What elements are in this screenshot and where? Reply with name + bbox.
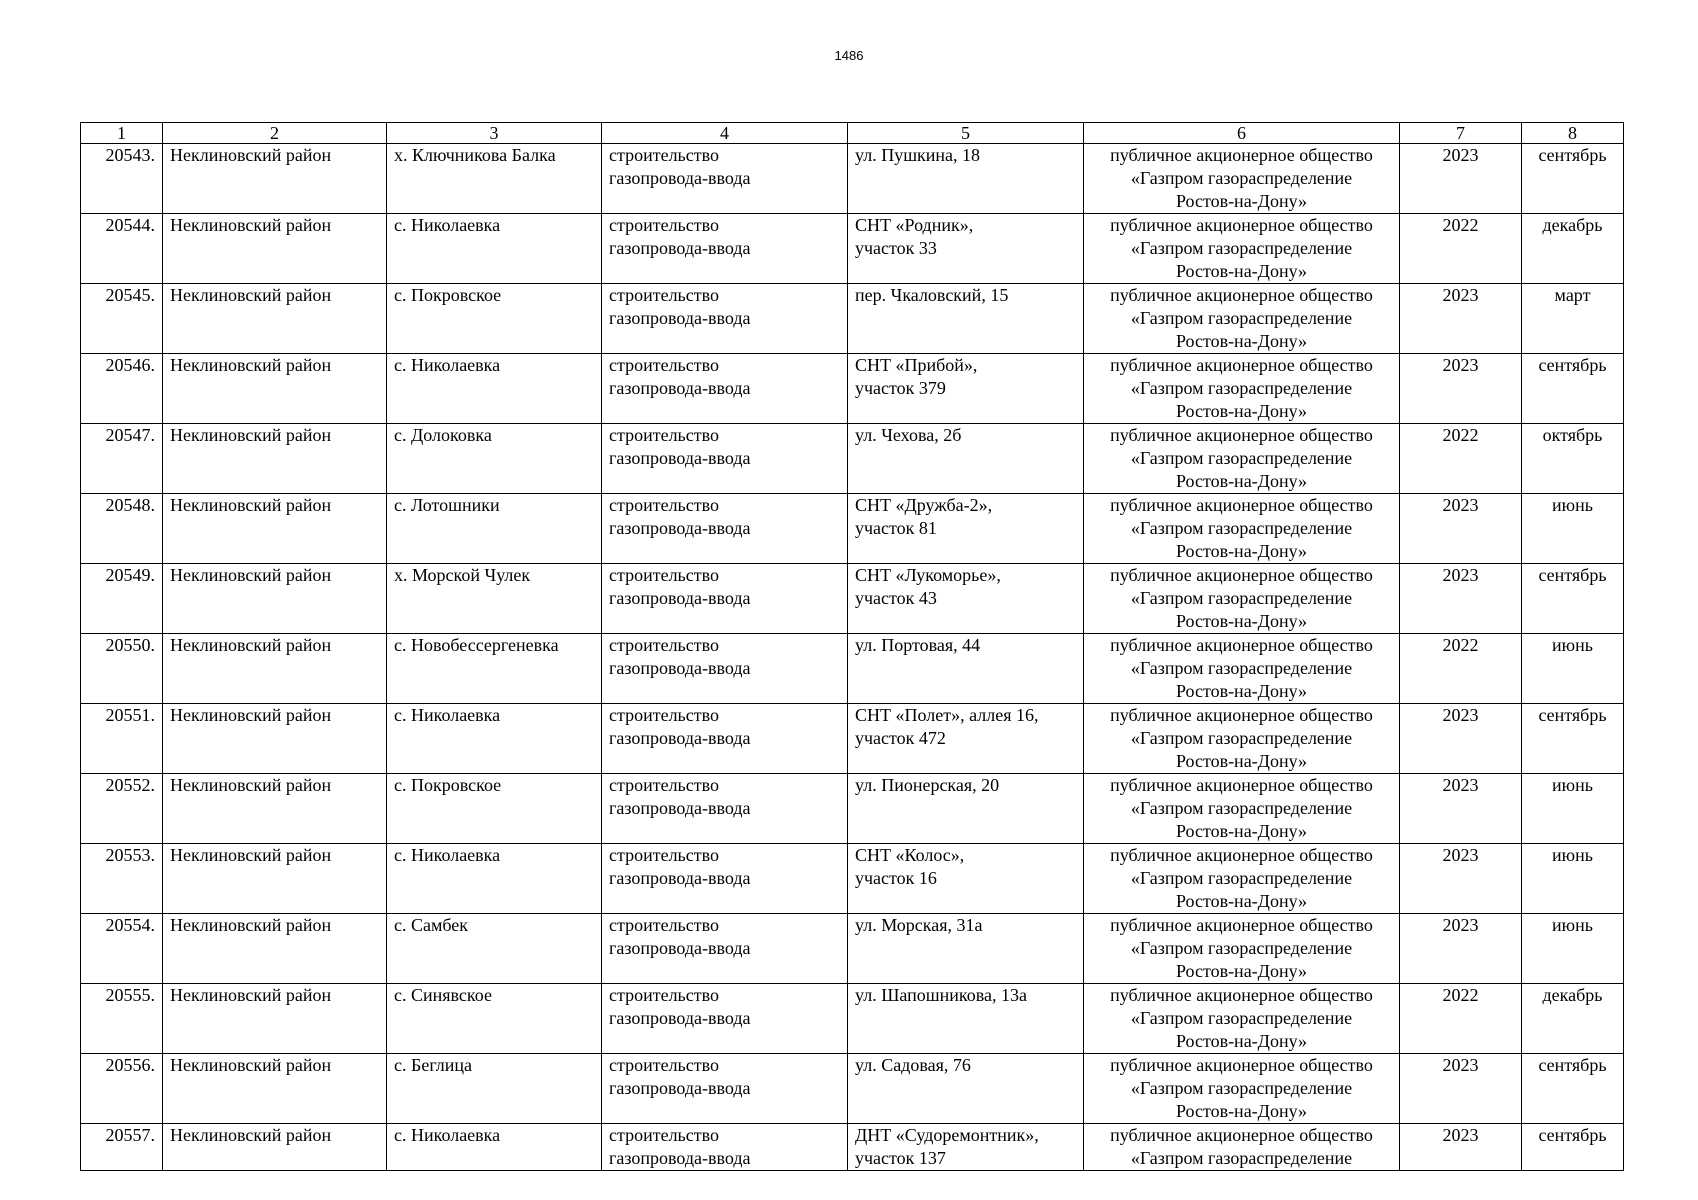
- column-number: 1: [81, 123, 163, 144]
- row-number-cell: 20543.: [81, 144, 163, 214]
- address-line: СНТ «Колос»,: [855, 845, 965, 865]
- address-line: участок 33: [855, 238, 937, 258]
- work-type-cell: [602, 1054, 848, 1124]
- table-row: [81, 354, 1624, 424]
- month-cell: июнь: [1522, 844, 1624, 914]
- table-row: [81, 1054, 1624, 1124]
- table-row: [81, 144, 1624, 214]
- year-cell: 2023: [1400, 914, 1522, 984]
- organization-cell: [1084, 634, 1400, 704]
- organization-cell: [1084, 844, 1400, 914]
- work-type-line: газопровода-ввода: [609, 168, 751, 188]
- work-type-line: строительство: [609, 215, 719, 235]
- month-cell: декабрь: [1522, 984, 1624, 1054]
- year-cell: 2022: [1400, 634, 1522, 704]
- month-cell: сентябрь: [1522, 354, 1624, 424]
- year-cell: 2022: [1400, 984, 1522, 1054]
- year-cell: 2023: [1400, 564, 1522, 634]
- address-cell: [848, 774, 1084, 844]
- district-cell: Неклиновский район: [163, 214, 387, 284]
- address-line: ул. Садовая, 76: [855, 1055, 971, 1075]
- organization-cell: [1084, 354, 1400, 424]
- column-number: 4: [602, 123, 848, 144]
- address-line: ул. Чехова, 2б: [855, 425, 962, 445]
- work-type-line: газопровода-ввода: [609, 798, 751, 818]
- work-type-cell: [602, 704, 848, 774]
- settlement-cell: с. Николаевка: [387, 844, 602, 914]
- organization-line: «Газпром газораспределение: [1130, 868, 1353, 888]
- organization-line: публичное акционерное общество: [1110, 1125, 1373, 1145]
- work-type-line: газопровода-ввода: [609, 1008, 751, 1028]
- organization-line: «Газпром газораспределение: [1130, 658, 1353, 678]
- work-type-line: строительство: [609, 915, 719, 935]
- organization-line: «Газпром газораспределение: [1130, 1148, 1353, 1168]
- table-row: [81, 984, 1624, 1054]
- work-type-cell: [602, 984, 848, 1054]
- organization-cell: [1084, 214, 1400, 284]
- district-cell: Неклиновский район: [163, 984, 387, 1054]
- address-cell: [848, 424, 1084, 494]
- column-number-row: [81, 123, 1624, 144]
- organization-line: Ростов-на-Дону»: [1175, 611, 1308, 631]
- organization-line: «Газпром газораспределение: [1130, 798, 1353, 818]
- work-type-line: газопровода-ввода: [609, 518, 751, 538]
- year-cell: 2023: [1400, 354, 1522, 424]
- row-number-cell: 20544.: [81, 214, 163, 284]
- district-cell: Неклиновский район: [163, 844, 387, 914]
- address-cell: [848, 634, 1084, 704]
- settlement-cell: с. Самбек: [387, 914, 602, 984]
- address-cell: [848, 1054, 1084, 1124]
- address-line: участок 43: [855, 588, 937, 608]
- month-cell: сентябрь: [1522, 1054, 1624, 1124]
- organization-line: Ростов-на-Дону»: [1175, 1101, 1308, 1121]
- organization-line: публичное акционерное общество: [1110, 425, 1373, 445]
- row-number-cell: 20550.: [81, 634, 163, 704]
- address-cell: [848, 214, 1084, 284]
- year-cell: 2023: [1400, 494, 1522, 564]
- address-cell: [848, 354, 1084, 424]
- settlement-cell: с. Николаевка: [387, 704, 602, 774]
- table-row: [81, 564, 1624, 634]
- table-body: [81, 123, 1624, 1171]
- organization-cell: [1084, 984, 1400, 1054]
- month-cell: март: [1522, 284, 1624, 354]
- month-cell: сентябрь: [1522, 564, 1624, 634]
- work-type-line: строительство: [609, 985, 719, 1005]
- organization-cell: [1084, 494, 1400, 564]
- settlement-cell: с. Покровское: [387, 284, 602, 354]
- address-line: пер. Чкаловский, 15: [855, 285, 1009, 305]
- month-cell: июнь: [1522, 774, 1624, 844]
- work-type-line: газопровода-ввода: [609, 308, 751, 328]
- address-cell: [848, 914, 1084, 984]
- work-type-line: строительство: [609, 1055, 719, 1075]
- work-type-line: строительство: [609, 1125, 719, 1145]
- organization-line: публичное акционерное общество: [1110, 215, 1373, 235]
- row-number-cell: 20551.: [81, 704, 163, 774]
- organization-line: Ростов-на-Дону»: [1175, 961, 1308, 981]
- table-row: [81, 214, 1624, 284]
- work-type-cell: [602, 634, 848, 704]
- address-line: ул. Портовая, 44: [855, 635, 981, 655]
- organization-line: Ростов-на-Дону»: [1175, 331, 1308, 351]
- table-row: [81, 494, 1624, 564]
- month-cell: июнь: [1522, 494, 1624, 564]
- address-cell: [848, 704, 1084, 774]
- settlement-cell: х. Ключникова Балка: [387, 144, 602, 214]
- work-type-line: газопровода-ввода: [609, 868, 751, 888]
- organization-line: «Газпром газораспределение: [1130, 448, 1353, 468]
- year-cell: 2023: [1400, 774, 1522, 844]
- organization-line: Ростов-на-Дону»: [1175, 261, 1308, 281]
- work-type-line: газопровода-ввода: [609, 238, 751, 258]
- organization-cell: [1084, 144, 1400, 214]
- district-cell: Неклиновский район: [163, 914, 387, 984]
- row-number-cell: 20548.: [81, 494, 163, 564]
- work-type-cell: [602, 494, 848, 564]
- organization-line: Ростов-на-Дону»: [1175, 191, 1308, 211]
- settlement-cell: с. Беглица: [387, 1054, 602, 1124]
- table-row: [81, 844, 1624, 914]
- district-cell: Неклиновский район: [163, 494, 387, 564]
- organization-line: Ростов-на-Дону»: [1175, 681, 1308, 701]
- organization-cell: [1084, 1124, 1400, 1171]
- work-type-line: строительство: [609, 355, 719, 375]
- address-cell: [848, 284, 1084, 354]
- work-type-line: газопровода-ввода: [609, 1148, 751, 1168]
- settlement-cell: с. Покровское: [387, 774, 602, 844]
- district-cell: Неклиновский район: [163, 1124, 387, 1171]
- work-type-cell: [602, 214, 848, 284]
- organization-line: Ростов-на-Дону»: [1175, 401, 1308, 421]
- table-row: [81, 704, 1624, 774]
- address-cell: [848, 1124, 1084, 1171]
- column-number: 8: [1522, 123, 1624, 144]
- column-number: 5: [848, 123, 1084, 144]
- work-type-cell: [602, 144, 848, 214]
- organization-line: «Газпром газораспределение: [1130, 308, 1353, 328]
- year-cell: 2023: [1400, 1124, 1522, 1171]
- work-type-line: строительство: [609, 565, 719, 585]
- settlement-cell: с. Новобессергеневка: [387, 634, 602, 704]
- work-type-cell: [602, 844, 848, 914]
- organization-line: «Газпром газораспределение: [1130, 938, 1353, 958]
- registry-table: [80, 122, 1624, 1171]
- organization-line: публичное акционерное общество: [1110, 355, 1373, 375]
- work-type-line: газопровода-ввода: [609, 1078, 751, 1098]
- month-cell: октябрь: [1522, 424, 1624, 494]
- organization-cell: [1084, 774, 1400, 844]
- year-cell: 2023: [1400, 144, 1522, 214]
- work-type-cell: [602, 1124, 848, 1171]
- address-line: СНТ «Прибой»,: [855, 355, 978, 375]
- table-row: [81, 914, 1624, 984]
- organization-cell: [1084, 564, 1400, 634]
- organization-line: Ростов-на-Дону»: [1175, 471, 1308, 491]
- year-cell: 2023: [1400, 1054, 1522, 1124]
- organization-line: публичное акционерное общество: [1110, 985, 1373, 1005]
- work-type-line: газопровода-ввода: [609, 448, 751, 468]
- address-line: ул. Морская, 31а: [855, 915, 983, 935]
- work-type-line: строительство: [609, 145, 719, 165]
- column-number: 2: [163, 123, 387, 144]
- table-row: [81, 1124, 1624, 1171]
- work-type-line: строительство: [609, 425, 719, 445]
- address-line: участок 137: [855, 1148, 946, 1168]
- settlement-cell: с. Николаевка: [387, 354, 602, 424]
- district-cell: Неклиновский район: [163, 704, 387, 774]
- row-number-cell: 20553.: [81, 844, 163, 914]
- organization-line: Ростов-на-Дону»: [1175, 1031, 1308, 1051]
- row-number-cell: 20546.: [81, 354, 163, 424]
- work-type-line: газопровода-ввода: [609, 588, 751, 608]
- work-type-line: газопровода-ввода: [609, 728, 751, 748]
- organization-cell: [1084, 704, 1400, 774]
- organization-line: «Газпром газораспределение: [1130, 1008, 1353, 1028]
- organization-line: Ростов-на-Дону»: [1175, 751, 1308, 771]
- work-type-line: строительство: [609, 495, 719, 515]
- address-line: СНТ «Полет», аллея 16,: [855, 705, 1039, 725]
- district-cell: Неклиновский район: [163, 774, 387, 844]
- work-type-line: строительство: [609, 705, 719, 725]
- organization-line: Ростов-на-Дону»: [1175, 891, 1308, 911]
- table-row: [81, 424, 1624, 494]
- work-type-line: строительство: [609, 775, 719, 795]
- table-row: [81, 634, 1624, 704]
- organization-line: «Газпром газораспределение: [1130, 728, 1353, 748]
- organization-line: «Газпром газораспределение: [1130, 518, 1353, 538]
- organization-cell: [1084, 1054, 1400, 1124]
- month-cell: сентябрь: [1522, 704, 1624, 774]
- address-line: ул. Пионерская, 20: [855, 775, 1000, 795]
- settlement-cell: с. Долоковка: [387, 424, 602, 494]
- column-number: 7: [1400, 123, 1522, 144]
- organization-line: публичное акционерное общество: [1110, 845, 1373, 865]
- row-number-cell: 20556.: [81, 1054, 163, 1124]
- year-cell: 2023: [1400, 704, 1522, 774]
- column-number: 3: [387, 123, 602, 144]
- organization-line: публичное акционерное общество: [1110, 495, 1373, 515]
- work-type-line: газопровода-ввода: [609, 378, 751, 398]
- organization-line: Ростов-на-Дону»: [1175, 821, 1308, 841]
- row-number-cell: 20552.: [81, 774, 163, 844]
- address-line: СНТ «Дружба-2»,: [855, 495, 993, 515]
- column-number: 6: [1084, 123, 1400, 144]
- organization-line: публичное акционерное общество: [1110, 1055, 1373, 1075]
- month-cell: сентябрь: [1522, 144, 1624, 214]
- address-cell: [848, 844, 1084, 914]
- organization-line: Ростов-на-Дону»: [1175, 541, 1308, 561]
- address-cell: [848, 144, 1084, 214]
- district-cell: Неклиновский район: [163, 424, 387, 494]
- address-cell: [848, 984, 1084, 1054]
- address-line: СНТ «Лукоморье»,: [855, 565, 1001, 585]
- settlement-cell: х. Морской Чулек: [387, 564, 602, 634]
- district-cell: Неклиновский район: [163, 354, 387, 424]
- address-line: ул. Пушкина, 18: [855, 145, 981, 165]
- address-line: СНТ «Родник»,: [855, 215, 974, 235]
- settlement-cell: с. Синявское: [387, 984, 602, 1054]
- address-cell: [848, 494, 1084, 564]
- organization-line: «Газпром газораспределение: [1130, 168, 1353, 188]
- district-cell: Неклиновский район: [163, 564, 387, 634]
- row-number-cell: 20547.: [81, 424, 163, 494]
- organization-cell: [1084, 914, 1400, 984]
- work-type-line: строительство: [609, 285, 719, 305]
- year-cell: 2022: [1400, 424, 1522, 494]
- row-number-cell: 20554.: [81, 914, 163, 984]
- year-cell: 2023: [1400, 844, 1522, 914]
- table-row: [81, 774, 1624, 844]
- address-line: участок 16: [855, 868, 937, 888]
- row-number-cell: 20555.: [81, 984, 163, 1054]
- organization-line: публичное акционерное общество: [1110, 565, 1373, 585]
- work-type-line: строительство: [609, 635, 719, 655]
- month-cell: июнь: [1522, 914, 1624, 984]
- organization-line: «Газпром газораспределение: [1130, 1078, 1353, 1098]
- organization-line: «Газпром газораспределение: [1130, 378, 1353, 398]
- row-number-cell: 20557.: [81, 1124, 163, 1171]
- organization-line: публичное акционерное общество: [1110, 285, 1373, 305]
- organization-cell: [1084, 284, 1400, 354]
- settlement-cell: с. Лотошники: [387, 494, 602, 564]
- year-cell: 2023: [1400, 284, 1522, 354]
- address-line: участок 81: [855, 518, 937, 538]
- month-cell: сентябрь: [1522, 1124, 1624, 1171]
- table-row: [81, 284, 1624, 354]
- page-number: 1486: [834, 48, 864, 63]
- work-type-cell: [602, 424, 848, 494]
- year-cell: 2022: [1400, 214, 1522, 284]
- organization-line: публичное акционерное общество: [1110, 145, 1373, 165]
- work-type-cell: [602, 354, 848, 424]
- organization-line: публичное акционерное общество: [1110, 915, 1373, 935]
- month-cell: июнь: [1522, 634, 1624, 704]
- organization-cell: [1084, 424, 1400, 494]
- row-number-cell: 20549.: [81, 564, 163, 634]
- organization-line: публичное акционерное общество: [1110, 705, 1373, 725]
- address-cell: [848, 564, 1084, 634]
- address-line: ДНТ «Судоремонтник»,: [855, 1125, 1039, 1145]
- row-number-cell: 20545.: [81, 284, 163, 354]
- address-line: ул. Шапошникова, 13а: [855, 985, 1027, 1005]
- month-cell: декабрь: [1522, 214, 1624, 284]
- settlement-cell: с. Николаевка: [387, 214, 602, 284]
- organization-line: публичное акционерное общество: [1110, 775, 1373, 795]
- district-cell: Неклиновский район: [163, 284, 387, 354]
- work-type-line: газопровода-ввода: [609, 938, 751, 958]
- work-type-line: газопровода-ввода: [609, 658, 751, 678]
- settlement-cell: с. Николаевка: [387, 1124, 602, 1171]
- address-line: участок 472: [855, 728, 946, 748]
- organization-line: публичное акционерное общество: [1110, 635, 1373, 655]
- work-type-cell: [602, 914, 848, 984]
- organization-line: «Газпром газораспределение: [1130, 238, 1353, 258]
- work-type-line: строительство: [609, 845, 719, 865]
- organization-line: «Газпром газораспределение: [1130, 588, 1353, 608]
- work-type-cell: [602, 284, 848, 354]
- address-line: участок 379: [855, 378, 946, 398]
- work-type-cell: [602, 774, 848, 844]
- district-cell: Неклиновский район: [163, 1054, 387, 1124]
- district-cell: Неклиновский район: [163, 144, 387, 214]
- district-cell: Неклиновский район: [163, 634, 387, 704]
- work-type-cell: [602, 564, 848, 634]
